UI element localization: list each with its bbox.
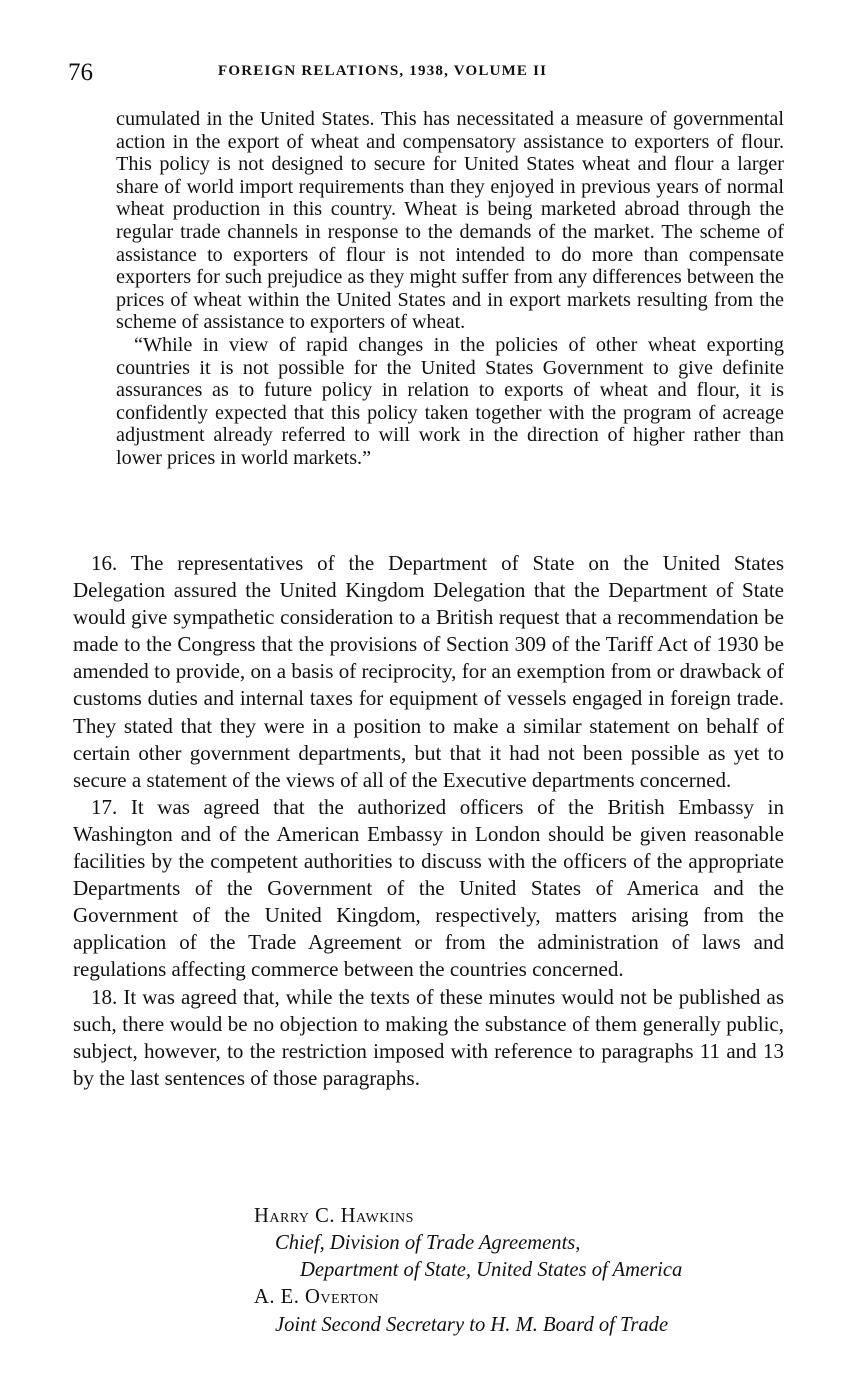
paragraph-17: 17. It was agreed that the authorized officers of the British Embassy in Washington and of the American Embassy in London should be given reasonable facilities by the competent authorities to discuss with the officers of the appropriate Departments of the Government of the United States of America and the Government of the United Kingdom, respectively, matters arising from the application of the Trade Agreement or from the administration of laws and regulations affecting commerce between the countries concerned.	[73, 794, 784, 982]
quote-paragraph: cumulated in the United States. This has necessitated a measure of governmental action in the export of wheat and compensatory assistance to exporters of flour. This policy is not designed to secure for United States wheat and flour a larger share of world import requirements than they enjoyed in previous years of normal wheat production in this country. Wheat is being marketed abroad through the regular trade channels in response to the demands of the market. The scheme of assistance to exporters of flour is not intended to do more than compensate exporters for such prejudice as they might suffer from any differences between the prices of wheat within the United States and in export markets resulting from the scheme of assistance to exporters of wheat.	[116, 108, 784, 334]
signature-title-hawkins-2: Department of State, United States of America	[300, 1259, 683, 1281]
signature-title-overton: Joint Second Secretary to H. M. Board of Trade	[275, 1314, 669, 1336]
paragraph-18: 18. It was agreed that, while the texts of these minutes would not be published as such, there would be no objection to making the substance of them generally public, subject, however, to the restriction imposed with reference to paragraphs 11 and 13 by the last sentences of those paragraphs.	[73, 984, 784, 1090]
running-head: FOREIGN RELATIONS, 1938, VOLUME II	[218, 63, 548, 79]
signature-name-hawkins: Harry C. Hawkins	[254, 1205, 414, 1227]
quoted-statement	[116, 108, 784, 470]
minutes-body	[73, 550, 784, 1092]
quote-paragraph: “While in view of rapid changes in the policies of other wheat exporting countries it is not possible for the United States Government to give definite assurances as to future policy in relation to exports of wheat and flour, it is confidently expected that this policy taken together with the program of acreage adjustment already referred to will work in the direction of higher rather than lower prices in world markets.”	[116, 333, 784, 469]
page-number: 76	[68, 59, 93, 86]
signature-name-overton: A. E. Overton	[254, 1286, 380, 1308]
signature-title-hawkins-1: Chief, Division of Trade Agreements,	[275, 1232, 581, 1254]
paragraph-16: 16. The representatives of the Department of State on the United States Delegation assured the United Kingdom Delegation that the Department of State would give sympathetic consideration to a British request that a recommendation be made to the Congress that the provisions of Section 309 of the Tariff Act of 1930 be amended to provide, on a basis of reciprocity, for an exemption from or drawback of customs duties and internal taxes for equipment of vessels engaged in foreign trade. They stated that they were in a position to make a similar statement on behalf of certain other government departments, but that it had not been possible as yet to secure a statement of the views of all of the Executive departments concerned.	[73, 551, 784, 792]
